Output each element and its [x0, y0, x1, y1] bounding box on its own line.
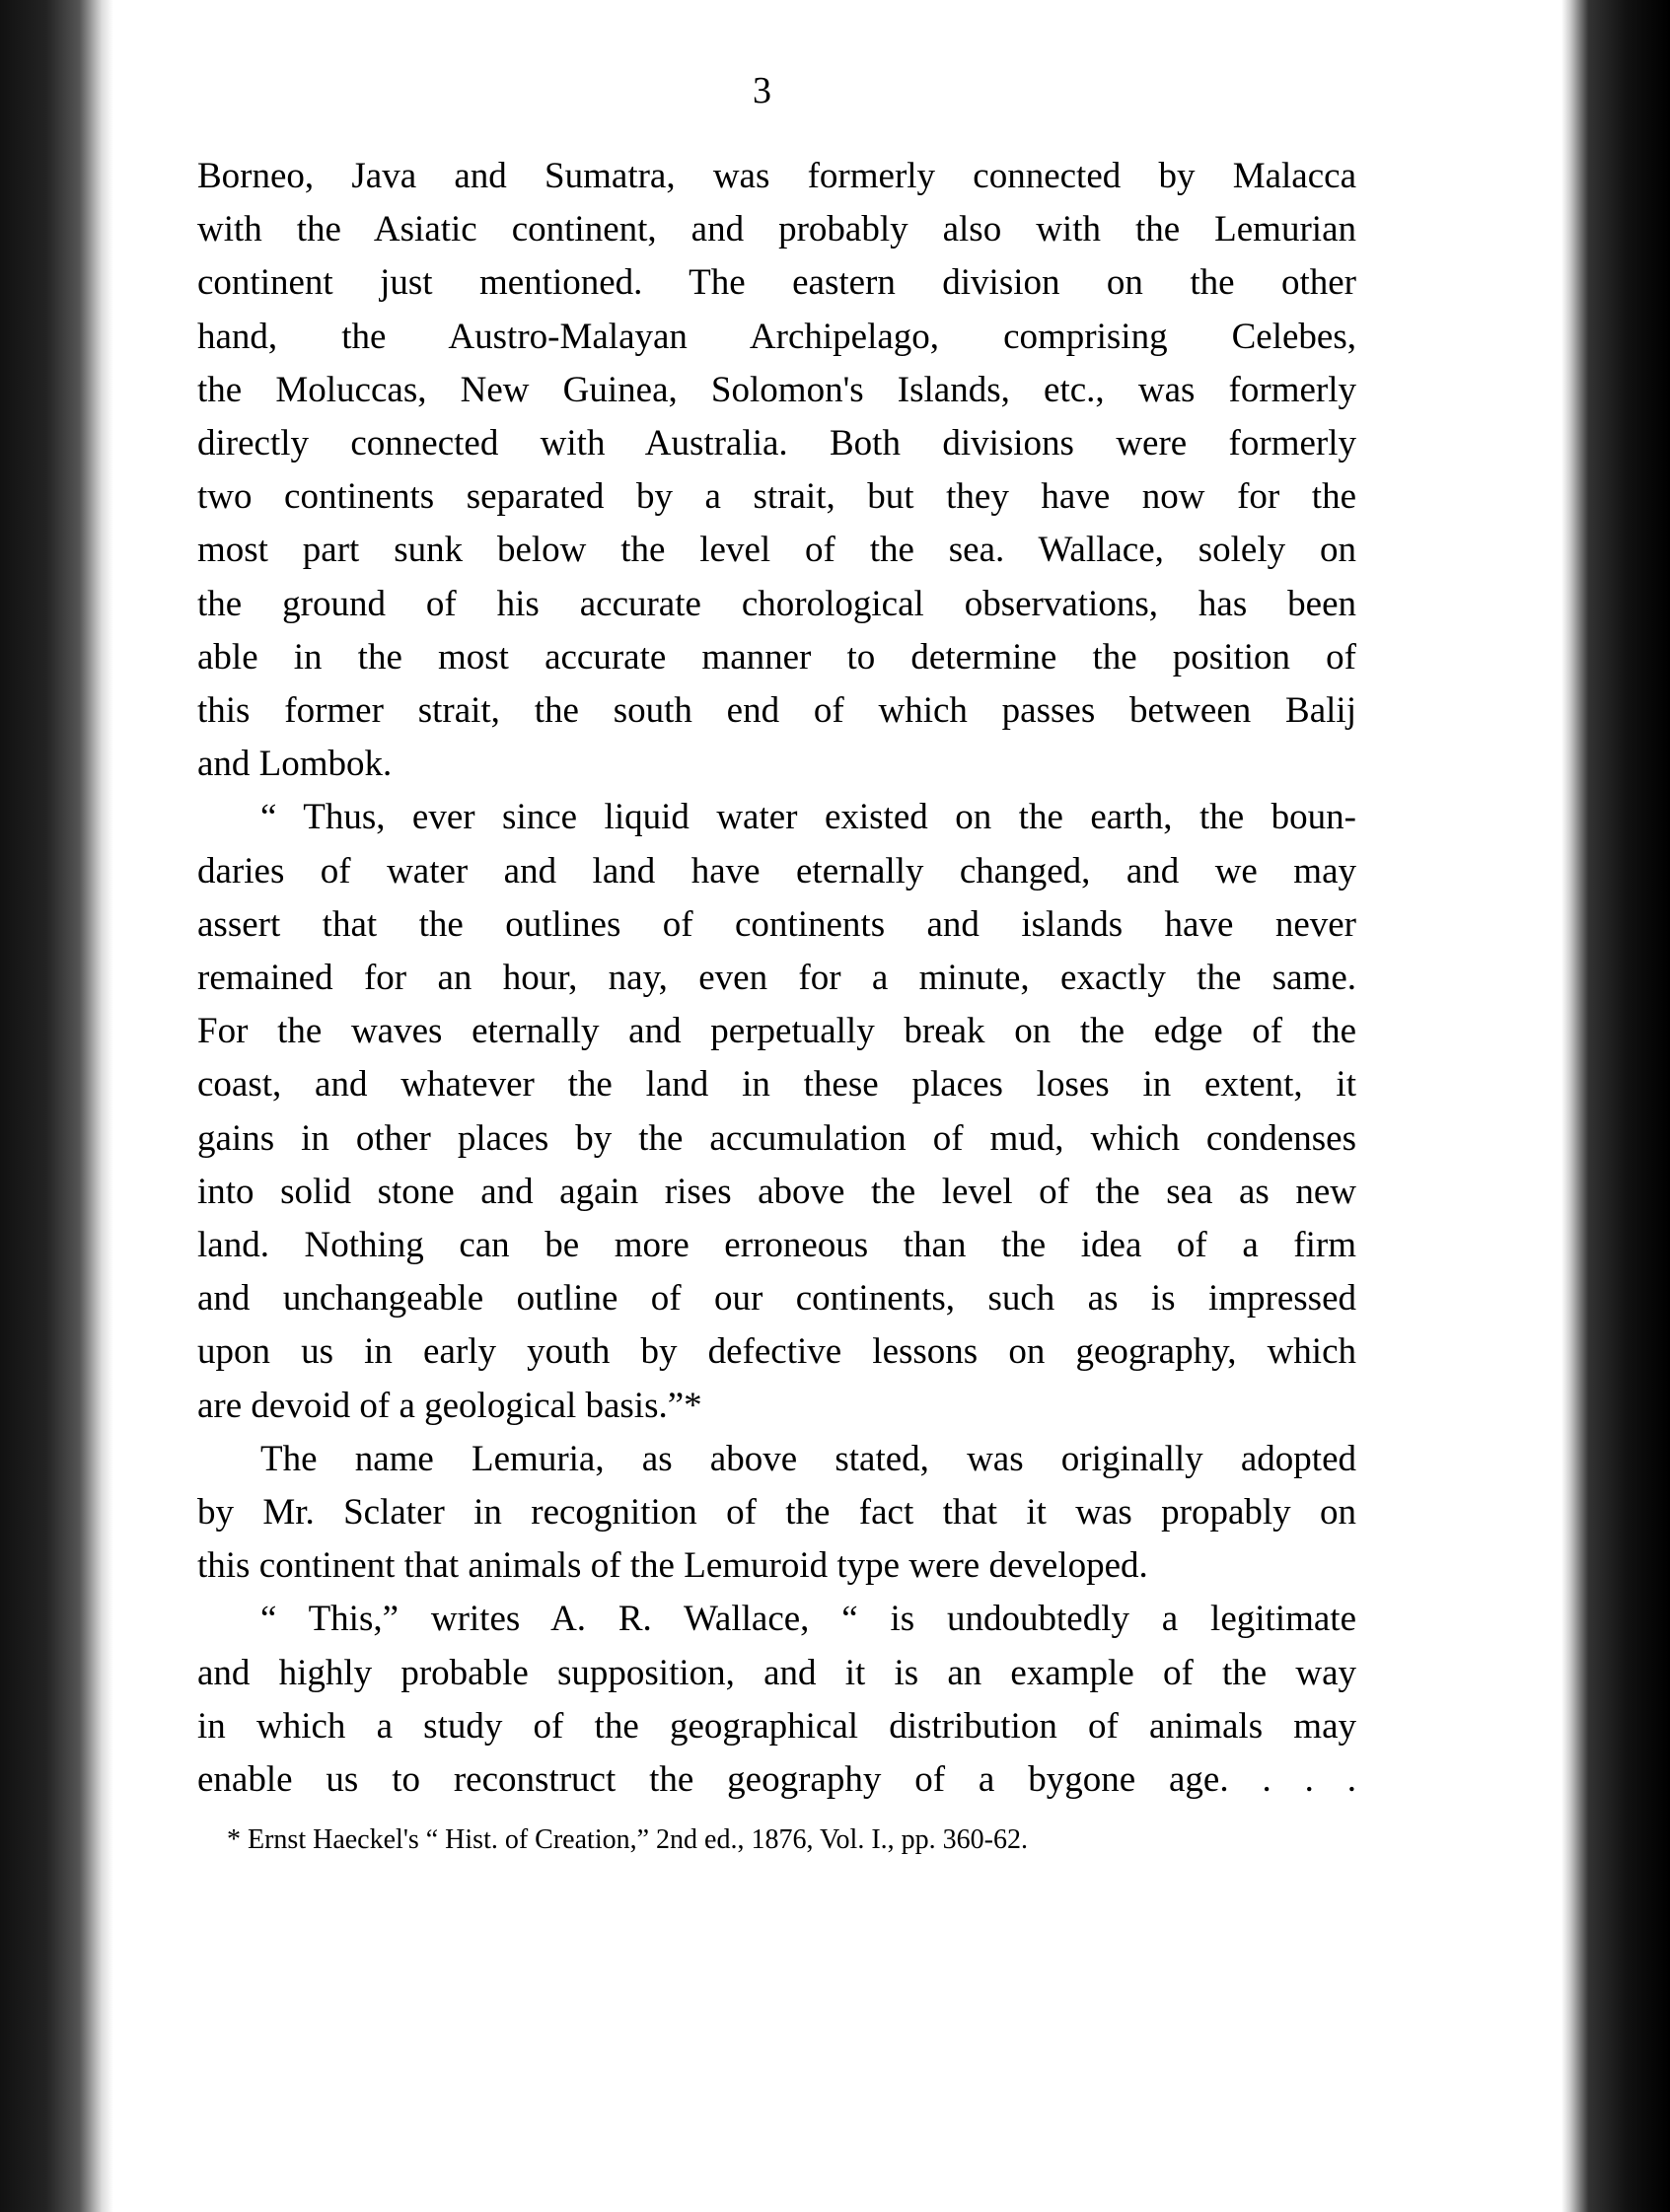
- text-line: the ground of his accurate chorological observations, has been: [197, 583, 1356, 624]
- text-line: with the Asiatic continent, and probably also with the Lemurian: [197, 209, 1356, 250]
- text-line: directly connected with Australia. Both divisions were formerly: [197, 423, 1356, 464]
- text-line: “ Thus, ever since liquid water existed on the earth, the boun-: [260, 797, 1356, 838]
- text-line: this former strait, the south end of which passes between Balij: [197, 690, 1356, 732]
- text-line: land. Nothing can be more erroneous than the idea of a firm: [197, 1225, 1356, 1266]
- text-line: enable us to reconstruct the geography of a bygone age. . . .: [197, 1759, 1356, 1801]
- body-text: [197, 150, 1356, 1807]
- footnote: * Ernst Haeckel's “ Hist. of Creation,” 2nd ed., 1876, Vol. I., pp. 360-62.: [227, 1824, 1028, 1855]
- text-line: assert that the outlines of continents and islands have never: [197, 903, 1356, 945]
- text-line: are devoid of a geological basis.”*: [197, 1385, 702, 1426]
- text-line: by Mr. Sclater in recognition of the fact that it was propably on: [197, 1492, 1356, 1534]
- text-line: upon us in early youth by defective lessons on geography, which: [197, 1331, 1356, 1373]
- text-line: The name Lemuria, as above stated, was originally adopted: [260, 1438, 1356, 1479]
- page-number: 3: [753, 70, 771, 111]
- text-line: and Lombok.: [197, 744, 393, 785]
- text-line: gains in other places by the accumulation of mud, which condenses: [197, 1117, 1356, 1159]
- text-line: able in the most accurate manner to determine the position of: [197, 636, 1356, 678]
- text-line: coast, and whatever the land in these places loses in extent, it: [197, 1064, 1356, 1106]
- text-line: continent just mentioned. The eastern division on the other: [197, 262, 1356, 304]
- text-line: this continent that animals of the Lemuroid type were developed.: [197, 1545, 1148, 1587]
- text-line: daries of water and land have eternally changed, and we may: [197, 850, 1356, 892]
- text-line: two continents separated by a strait, but they have now for the: [197, 476, 1356, 518]
- text-line: hand, the Austro-Malayan Archipelago, comprising Celebes,: [197, 316, 1356, 357]
- text-line: Borneo, Java and Sumatra, was formerly connected by Malacca: [197, 156, 1356, 196]
- text-line: the Moluccas, New Guinea, Solomon's Islands, etc., was formerly: [197, 369, 1356, 410]
- text-line: most part sunk below the level of the sea. Wallace, solely on: [197, 530, 1356, 571]
- text-line: in which a study of the geographical distribution of animals may: [197, 1705, 1356, 1747]
- scan-edge-left: [0, 0, 113, 2212]
- text-line: and highly probable supposition, and it is an example of the way: [197, 1652, 1356, 1693]
- text-line: “ This,” writes A. R. Wallace, “ is undoubtedly a legitimate: [260, 1599, 1356, 1640]
- text-line: remained for an hour, nay, even for a minute, exactly the same.: [197, 958, 1356, 999]
- scan-edge-right: [1561, 0, 1670, 2212]
- text-line: For the waves eternally and perpetually break on the edge of the: [197, 1011, 1356, 1052]
- text-line: and unchangeable outline of our continents, such as is impressed: [197, 1278, 1356, 1320]
- text-line: into solid stone and again rises above the level of the sea as new: [197, 1171, 1356, 1212]
